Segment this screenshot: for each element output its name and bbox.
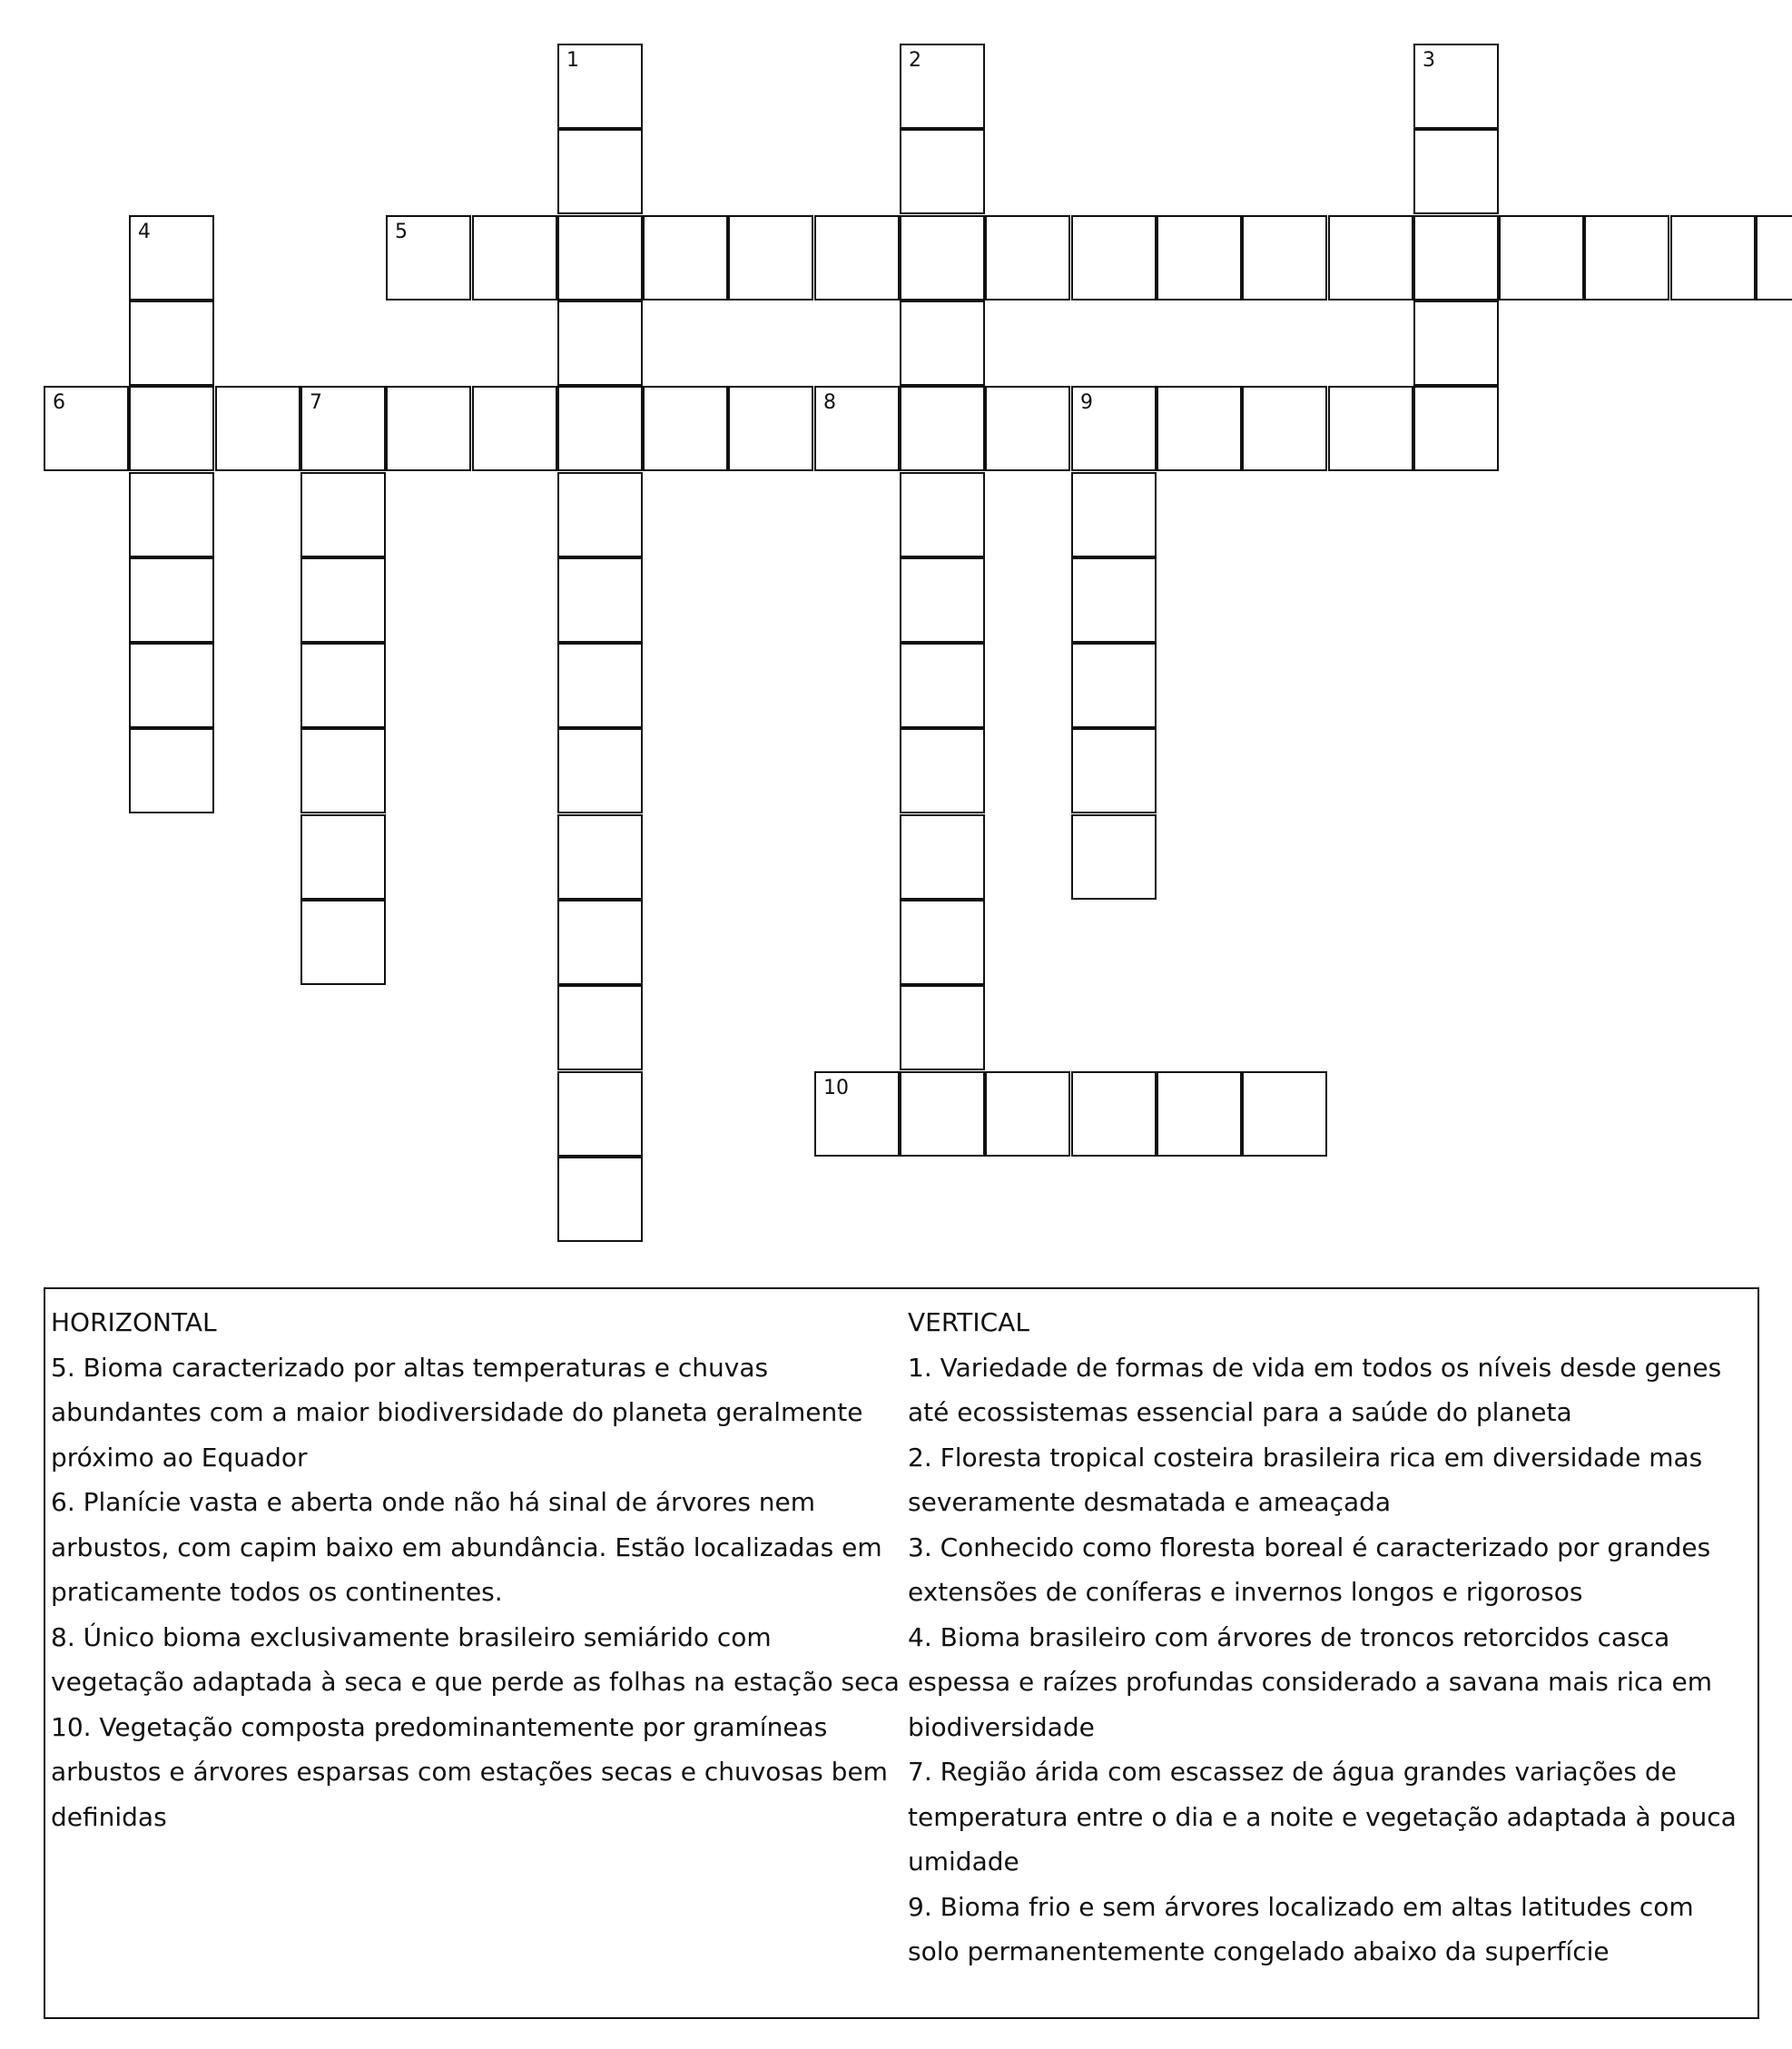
clue-number: 9 xyxy=(1080,391,1093,414)
crossword-cell[interactable] xyxy=(1413,44,1499,129)
crossword-cell[interactable] xyxy=(985,386,1070,471)
crossword-cell[interactable] xyxy=(472,386,557,471)
crossword-cell[interactable] xyxy=(1071,472,1157,557)
horizontal-heading: HORIZONTAL xyxy=(51,1307,217,1337)
crossword-cell[interactable] xyxy=(1071,557,1157,643)
crossword-cell[interactable] xyxy=(557,215,643,300)
crossword-cell[interactable] xyxy=(129,557,214,643)
crossword-cell[interactable] xyxy=(814,1071,900,1157)
crossword-cell[interactable] xyxy=(1584,215,1669,300)
crossword-cell[interactable] xyxy=(814,386,900,471)
crossword-cell[interactable] xyxy=(44,386,129,471)
crossword-cell[interactable] xyxy=(1756,215,1792,300)
crossword-cell[interactable] xyxy=(300,814,386,900)
clues-box xyxy=(44,1287,1759,2019)
crossword-cell[interactable] xyxy=(900,215,985,300)
crossword-cell[interactable] xyxy=(1413,129,1499,214)
crossword-cell[interactable] xyxy=(1071,386,1157,471)
crossword-cell[interactable] xyxy=(472,215,557,300)
crossword-cell[interactable] xyxy=(386,386,471,471)
crossword-cell[interactable] xyxy=(900,1071,985,1157)
clue-number: 7 xyxy=(310,391,322,414)
clue-horizontal-10: 10. Vegetação composta predominantemente por gramíneas arbustos e árvores esparsas com estações secas e chuvosas bem definidas xyxy=(51,1711,888,1832)
crossword-cell[interactable] xyxy=(129,643,214,728)
horizontal-clues-column xyxy=(51,1300,904,1839)
crossword-cell[interactable] xyxy=(1413,386,1499,471)
crossword-cell[interactable] xyxy=(557,472,643,557)
crossword-cell[interactable] xyxy=(900,728,985,813)
crossword-cell[interactable] xyxy=(129,386,214,471)
crossword-cell[interactable] xyxy=(215,386,300,471)
crossword-cell[interactable] xyxy=(1242,215,1327,300)
clue-number: 5 xyxy=(395,221,408,243)
crossword-cell[interactable] xyxy=(1328,386,1413,471)
crossword-cell[interactable] xyxy=(900,900,985,985)
crossword-cell[interactable] xyxy=(1413,300,1499,386)
crossword-cell[interactable] xyxy=(300,900,386,985)
crossword-cell[interactable] xyxy=(557,44,643,129)
crossword-cell[interactable] xyxy=(643,386,728,471)
clue-vertical-2: 2. Floresta tropical costeira brasileira rica em diversidade mas severamente desmatada e ameaçada xyxy=(908,1442,1703,1517)
crossword-cell[interactable] xyxy=(129,728,214,813)
vertical-heading: VERTICAL xyxy=(908,1307,1029,1337)
crossword-cell[interactable] xyxy=(900,643,985,728)
crossword-cell[interactable] xyxy=(1670,215,1756,300)
crossword-cell[interactable] xyxy=(1157,1071,1242,1157)
crossword-cell[interactable] xyxy=(900,129,985,214)
crossword-cell[interactable] xyxy=(900,472,985,557)
crossword-cell[interactable] xyxy=(985,215,1070,300)
crossword-cell[interactable] xyxy=(129,472,214,557)
clue-vertical-1: 1. Variedade de formas de vida em todos os níveis desde genes até ecossistemas essencial para a saúde do planeta xyxy=(908,1352,1722,1427)
crossword-cell[interactable] xyxy=(1328,215,1413,300)
crossword-cell[interactable] xyxy=(728,215,813,300)
clue-horizontal-5: 5. Bioma caracterizado por altas temperaturas e chuvas abundantes com a maior biodiversidade do planeta geralmente próximo ao Equador xyxy=(51,1352,863,1473)
clue-horizontal-6: 6. Planície vasta e aberta onde não há sinal de árvores nem arbustos, com capim baixo em abundância. Estão localizadas em praticamente todos os continentes. xyxy=(51,1487,882,1607)
crossword-cell[interactable] xyxy=(557,557,643,643)
crossword-cell[interactable] xyxy=(557,1071,643,1157)
crossword-cell[interactable] xyxy=(1242,386,1327,471)
crossword-cell[interactable] xyxy=(129,300,214,386)
crossword-cell[interactable] xyxy=(1071,643,1157,728)
crossword-cell[interactable] xyxy=(900,985,985,1070)
clue-number: 6 xyxy=(53,391,65,414)
crossword-cell[interactable] xyxy=(300,728,386,813)
vertical-clues-column xyxy=(908,1300,1752,1975)
crossword-cell[interactable] xyxy=(557,1157,643,1242)
clue-number: 8 xyxy=(823,391,836,414)
clue-number: 2 xyxy=(909,49,921,72)
crossword-cell[interactable] xyxy=(900,557,985,643)
crossword-cell[interactable] xyxy=(900,386,985,471)
crossword-cell[interactable] xyxy=(1071,215,1157,300)
crossword-cell[interactable] xyxy=(900,44,985,129)
crossword-cell[interactable] xyxy=(557,814,643,900)
crossword-cell[interactable] xyxy=(557,129,643,214)
crossword-cell[interactable] xyxy=(985,1071,1070,1157)
clue-vertical-3: 3. Conhecido como floresta boreal é caracterizado por grandes extensões de coníferas e invernos longos e rigorosos xyxy=(908,1532,1711,1607)
crossword-cell[interactable] xyxy=(386,215,471,300)
crossword-cell[interactable] xyxy=(1157,386,1242,471)
crossword-cell[interactable] xyxy=(1071,728,1157,813)
crossword-cell[interactable] xyxy=(300,557,386,643)
clue-number: 3 xyxy=(1423,49,1435,72)
crossword-cell[interactable] xyxy=(557,643,643,728)
clue-number: 10 xyxy=(823,1077,849,1099)
crossword-cell[interactable] xyxy=(1071,1071,1157,1157)
crossword-cell[interactable] xyxy=(814,215,900,300)
clue-vertical-9: 9. Bioma frio e sem árvores localizado em altas latitudes com solo permanentemente congelado abaixo da superfície xyxy=(908,1891,1694,1966)
clue-number: 4 xyxy=(138,221,151,243)
crossword-cell[interactable] xyxy=(1157,215,1242,300)
clue-horizontal-8: 8. Único bioma exclusivamente brasileiro semiárido com vegetação adaptada à seca e que perde as folhas na estação seca xyxy=(51,1621,900,1697)
crossword-cell[interactable] xyxy=(557,985,643,1070)
crossword-cell[interactable] xyxy=(557,728,643,813)
crossword-cell[interactable] xyxy=(557,300,643,386)
crossword-cell[interactable] xyxy=(643,215,728,300)
crossword-cell[interactable] xyxy=(1499,215,1584,300)
crossword-cell[interactable] xyxy=(1413,215,1499,300)
clue-number: 1 xyxy=(566,49,579,72)
crossword-cell[interactable] xyxy=(557,386,643,471)
clue-vertical-4: 4. Bioma brasileiro com árvores de troncos retorcidos casca espessa e raízes profundas considerado a savana mais rica em biodiversidade xyxy=(908,1621,1713,1742)
crossword-cell[interactable] xyxy=(300,472,386,557)
crossword-cell[interactable] xyxy=(129,215,214,300)
crossword-cell[interactable] xyxy=(1071,814,1157,900)
crossword-cell[interactable] xyxy=(728,386,813,471)
crossword-cell[interactable] xyxy=(300,643,386,728)
crossword-cell[interactable] xyxy=(900,300,985,386)
crossword-cell[interactable] xyxy=(300,386,386,471)
crossword-cell[interactable] xyxy=(557,900,643,985)
crossword-cell[interactable] xyxy=(1242,1071,1327,1157)
crossword-cell[interactable] xyxy=(900,814,985,900)
clue-vertical-7: 7. Região árida com escassez de água grandes variações de temperatura entre o dia e a noite e vegetação adaptada à pouca umidade xyxy=(908,1757,1737,1877)
